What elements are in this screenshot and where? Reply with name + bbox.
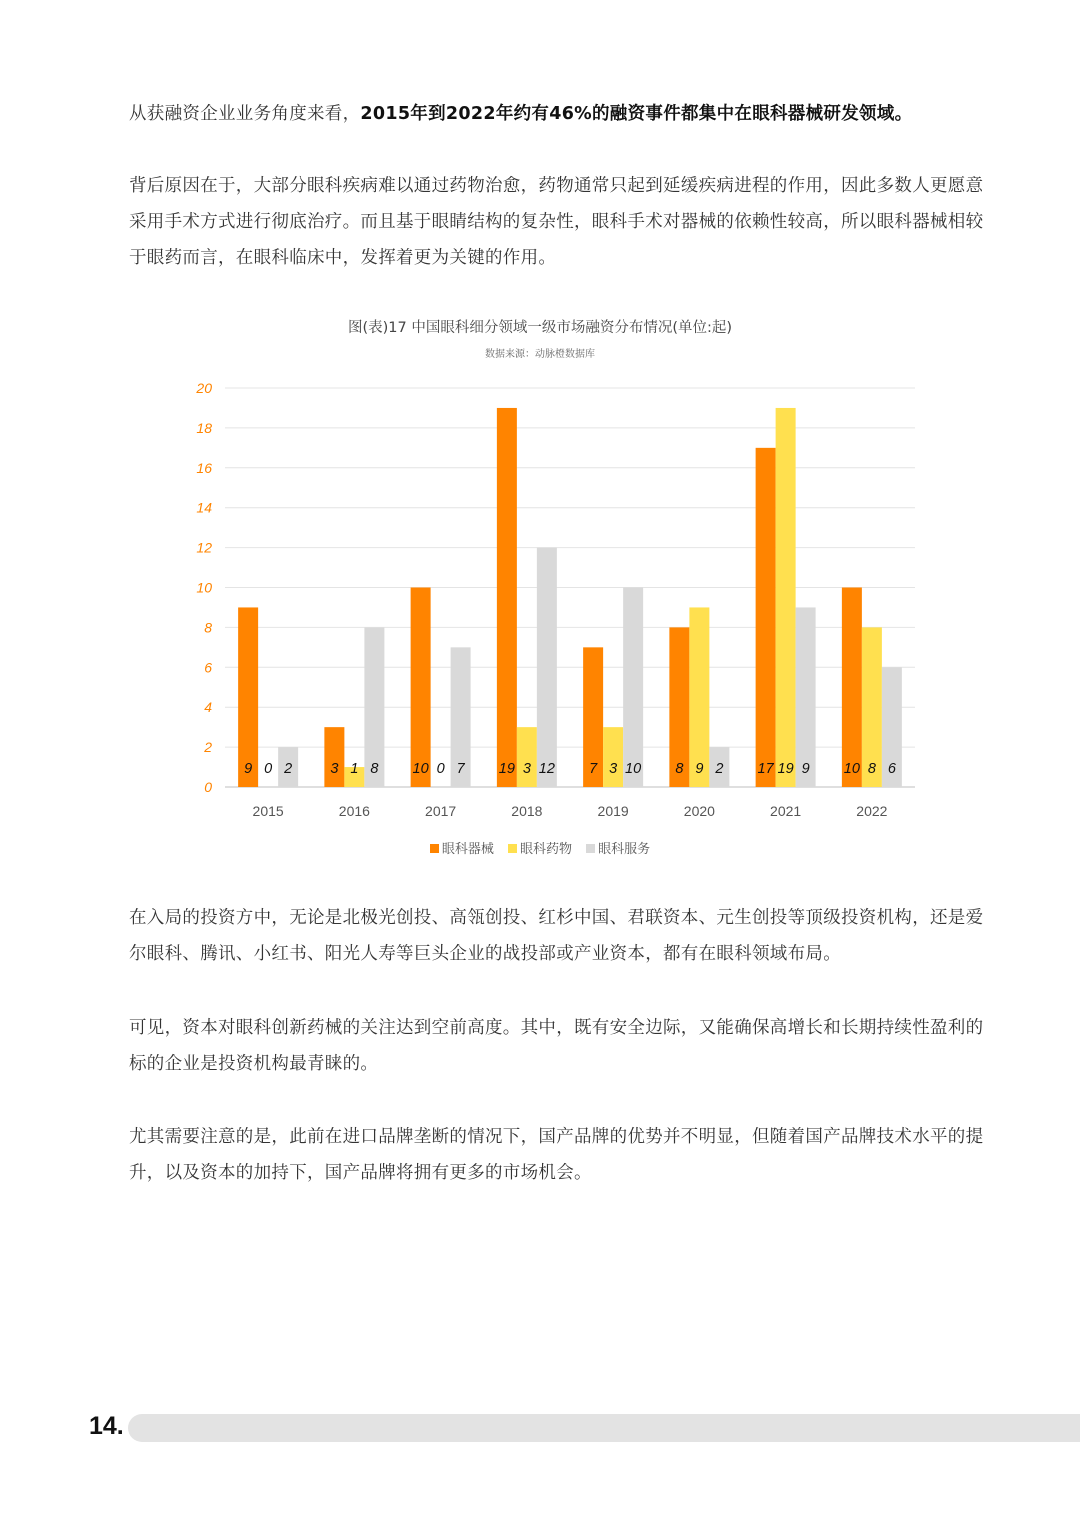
x-tick-label: 2022 <box>856 803 888 819</box>
x-tick-label: 2018 <box>511 803 543 819</box>
data-label: 8 <box>675 761 684 777</box>
data-label: 2 <box>284 761 293 777</box>
y-tick-label: 6 <box>204 659 212 676</box>
data-label: 7 <box>589 761 598 777</box>
legend-swatch <box>430 844 439 853</box>
y-tick-label: 10 <box>196 579 212 596</box>
y-tick-label: 4 <box>204 699 212 716</box>
legend-swatch <box>586 844 595 853</box>
intro-highlight: 2015年到2022年约有46%的融资事件都集中在眼科器械研发领域。 <box>360 104 913 124</box>
data-label: 10 <box>625 761 642 777</box>
bar <box>842 588 862 788</box>
data-label: 9 <box>695 761 704 777</box>
bar <box>537 548 557 787</box>
reason-paragraph: 背后原因在于，大部分眼科疾病难以通过药物治愈，药物通常只起到延缓疾病进程的作用，因此多数人更愿意采用手术方式进行彻底治疗。而且基于眼睛结构的复杂性，眼科手术对器械的依赖性较高，所以眼科器械相较于眼药而言，在眼科临床中，发挥着更为关键的作用。 <box>129 176 984 268</box>
bar <box>517 727 537 787</box>
data-label: 0 <box>264 761 273 777</box>
intro-text: 从获融资企业业务角度来看， <box>129 104 361 124</box>
data-label: 9 <box>801 761 810 777</box>
legend-item <box>508 838 572 857</box>
y-tick-label: 18 <box>196 419 212 436</box>
data-label: 19 <box>777 761 794 777</box>
data-label: 19 <box>498 761 515 777</box>
bar-chart <box>180 372 940 822</box>
y-tick-label: 12 <box>196 539 212 556</box>
y-tick-label: 2 <box>204 739 212 756</box>
legend-label: 眼科服务 <box>598 842 651 857</box>
y-tick-label: 14 <box>196 499 212 516</box>
x-tick-label: 2015 <box>252 803 284 819</box>
chart-legend <box>0 838 1080 857</box>
y-tick-label: 20 <box>196 380 212 396</box>
y-tick-label: 0 <box>204 779 212 795</box>
chart-source: 数据来源：动脉橙数据库 <box>485 349 595 360</box>
footer-bar <box>128 1414 1080 1442</box>
data-label: 12 <box>538 761 555 777</box>
capital-paragraph: 可见，资本对眼科创新药械的关注达到空前高度。其中，既有安全边际，又能确保高增长和长期持续性盈利的标的企业是投资机构最青睐的。 <box>129 1018 984 1074</box>
x-tick-label: 2017 <box>425 803 457 819</box>
data-label: 10 <box>843 761 860 777</box>
x-tick-label: 2019 <box>597 803 629 819</box>
data-label: 9 <box>244 761 253 777</box>
bar <box>411 588 431 788</box>
data-label: 7 <box>456 761 465 777</box>
intro-paragraph <box>129 96 989 132</box>
data-label: 2 <box>715 761 724 777</box>
bar <box>756 448 776 787</box>
data-label: 10 <box>412 761 429 777</box>
legend-label: 眼科药物 <box>519 842 572 857</box>
data-label: 6 <box>887 761 896 777</box>
chart-title: 图(表)17 中国眼科细分领域一级市场融资分布情况(单位:起) <box>347 320 733 336</box>
legend-item <box>586 838 650 857</box>
legend-label: 眼科器械 <box>441 842 494 857</box>
x-tick-label: 2021 <box>770 803 802 819</box>
domestic-brand-paragraph: 尤其需要注意的是，此前在进口品牌垄断的情况下，国产品牌的优势并不明显，但随着国产品牌技术水平的提升，以及资本的加持下，国产品牌将拥有更多的市场机会。 <box>129 1127 984 1183</box>
bar <box>623 588 643 788</box>
y-tick-label: 8 <box>204 619 212 636</box>
investors-paragraph: 在入局的投资方中，无论是北极光创投、高瓴创投、红杉中国、君联资本、元生创投等顶级投资机构，还是爱尔眼科、腾讯、小红书、阳光人寿等巨头企业的战投部或产业资本，都有在眼科领域布局。 <box>129 908 984 964</box>
data-label: 8 <box>867 761 876 777</box>
y-tick-label: 16 <box>196 459 212 476</box>
data-label: 8 <box>370 761 379 777</box>
data-label: 0 <box>436 761 445 777</box>
bar <box>324 727 344 787</box>
x-tick-label: 2016 <box>338 803 370 819</box>
legend-item <box>430 838 494 857</box>
data-label: 1 <box>350 761 359 777</box>
data-label: 3 <box>330 761 339 777</box>
data-label: 17 <box>757 761 774 777</box>
bar <box>603 727 623 787</box>
data-label: 3 <box>522 761 531 777</box>
legend-swatch <box>508 844 517 853</box>
bar <box>776 408 796 787</box>
page-number: 14. <box>89 1412 124 1440</box>
data-label: 3 <box>609 761 618 777</box>
x-tick-label: 2020 <box>683 803 715 819</box>
bar <box>497 408 517 787</box>
